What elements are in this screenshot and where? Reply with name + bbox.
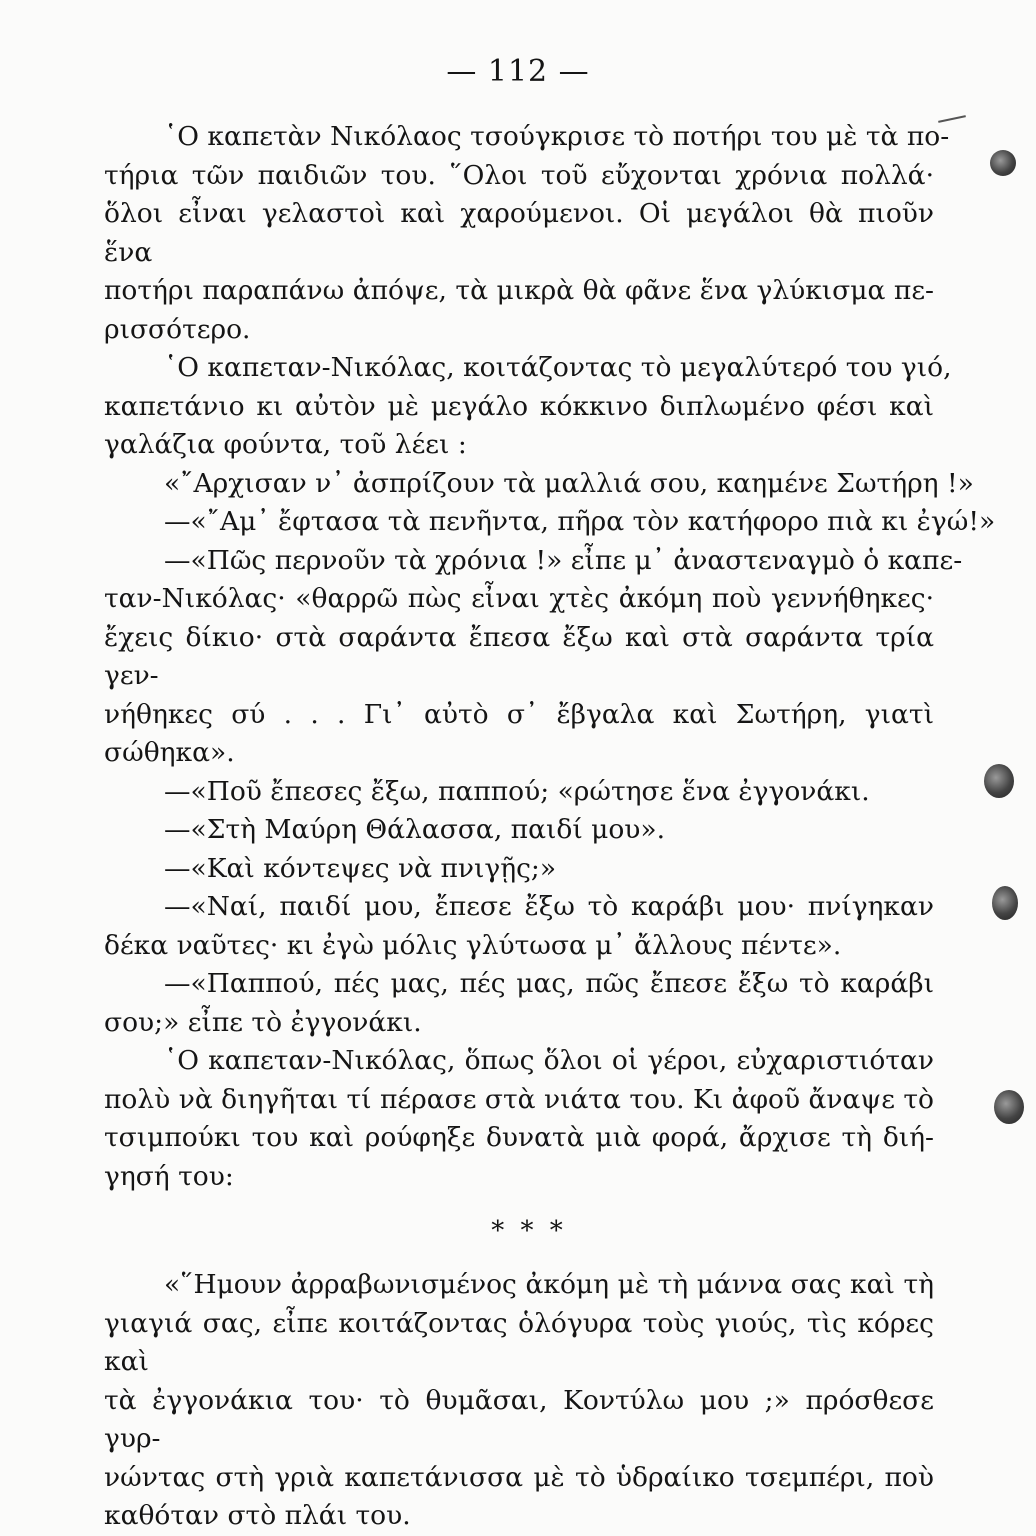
text-line: ῾Ο καπεταν-Νικόλας, κοιτάζοντας τὸ μεγαλύτερό του γιό,	[164, 352, 952, 383]
ink-spot	[992, 886, 1018, 920]
text-line: νώντας στὴ γριὰ καπετάνισσα μὲ τὸ ὑδραίικο τσεμπέρι, ποὺ	[104, 1461, 934, 1493]
ink-spot	[994, 1090, 1024, 1124]
body-text	[104, 118, 996, 1536]
text-line: —«Ναί, παιδί μου, ἔπεσε ἔξω τὸ καράβι μου· πνίγηκαν	[164, 891, 934, 922]
text-line: γιαγιά σας, εἶπε κοιτάζοντας ὁλόγυρα τοὺς γιούς, τὶς κόρες καὶ	[104, 1307, 934, 1377]
text-line: τήρια τῶν παιδιῶν του. ῞Ολοι τοῦ εὔχονται χρόνια πολλά·	[104, 159, 934, 191]
text-line: καθόταν στὸ πλάι του.	[104, 1500, 411, 1531]
text-line: ποτήρι παραπάνω ἀπόψε, τὰ μικρὰ θὰ φᾶνε ἕνα γλύκισμα πε-	[104, 275, 934, 306]
ink-spot	[984, 764, 1014, 798]
ink-spot	[990, 150, 1016, 176]
text-line: ἔχεις δίκιο· στὰ σαράντα ἔπεσα ἔξω καὶ στὰ σαράντα τρία γεν-	[104, 621, 934, 691]
text-line: —«Παππού, πές μας, πές μας, πῶς ἔπεσε ἔξω τὸ καράβι	[164, 968, 934, 999]
text-line: ὅλοι εἶναι γελαστοὶ καὶ χαρούμενοι. Οἱ μεγάλοι θὰ πιοῦν ἕνα	[104, 198, 934, 268]
page-number: — 112 —	[446, 54, 590, 89]
text-line: γαλάζια φούντα, τοῦ λέει :	[104, 429, 467, 460]
text-line: «῎Αρχισαν ν᾽ ἀσπρίζουν τὰ μαλλιά σου, καημένε Σωτήρη !»	[164, 467, 974, 499]
section-asterism: * * *	[491, 1216, 567, 1246]
text-line: ταν-Νικόλας· «θαρρῶ πὼς εἶναι χτὲς ἀκόμη ποὺ γεννήθηκες·	[104, 583, 934, 614]
text-line: —«Ποῦ ἔπεσες ἔξω, παππού; «ρώτησε ἕνα ἐγγονάκι.	[164, 775, 870, 807]
text-line: ῾Ο καπετὰν Νικόλαος τσούγκρισε τὸ ποτήρι του μὲ τὰ πο-	[164, 121, 950, 152]
text-line: τσιμπούκι του καὶ ρούφηξε δυνατὰ μιὰ φορά, ἄρχισε τὴ διή-	[104, 1122, 934, 1153]
text-line: —«Στὴ Μαύρη Θάλασσα, παιδί μου».	[164, 814, 666, 845]
text-line: ῾Ο καπεταν-Νικόλας, ὅπως ὅλοι οἱ γέροι, εὐχαριστιόταν	[164, 1045, 934, 1076]
text-line: «῞Ημουν ἀρραβωνισμένος ἀκόμη μὲ τὴ μάννα σας καὶ τὴ	[164, 1269, 934, 1300]
text-line: τὰ ἐγγονάκια του· τὸ θυμᾶσαι, Κοντύλω μου ;» πρόσθεσε γυρ-	[104, 1384, 934, 1454]
text-line: σου;» εἶπε τὸ ἐγγονάκι.	[104, 1006, 422, 1038]
text-line: —«Καὶ κόντεψες νὰ πνιγῇς;»	[164, 852, 557, 884]
text-line: δέκα ναῦτες· κι ἐγὼ μόλις γλύτωσα μ᾽ ἄλλους πέντε».	[104, 929, 842, 961]
text-line: —«῎Αμ᾽ ἔφτασα τὰ πενῆντα, πῆρα τὸν κατήφορο πιὰ κι ἐγώ!»	[164, 506, 996, 537]
text-line: —«Πῶς περνοῦν τὰ χρόνια !» εἶπε μ᾽ ἀναστεναγμὸ ὁ καπε-	[164, 544, 963, 576]
text-line: καπετάνιο κι αὐτὸν μὲ μεγάλο κόκκινο διπλωμένο φέσι καὶ	[104, 390, 934, 422]
text-line: πολὺ νὰ διηγῆται τί πέρασε στὰ νιάτα του. Κι ἀφοῦ ἄναψε τὸ	[104, 1083, 934, 1115]
text-line: γησή του:	[104, 1160, 234, 1192]
text-line: νήθηκες σύ . . . Γι᾽ αὐτὸ σ᾽ ἔβγαλα καὶ Σωτήρη, γιατὶ σώθηκα».	[104, 698, 934, 768]
text-line: ρισσότερο.	[104, 313, 251, 345]
